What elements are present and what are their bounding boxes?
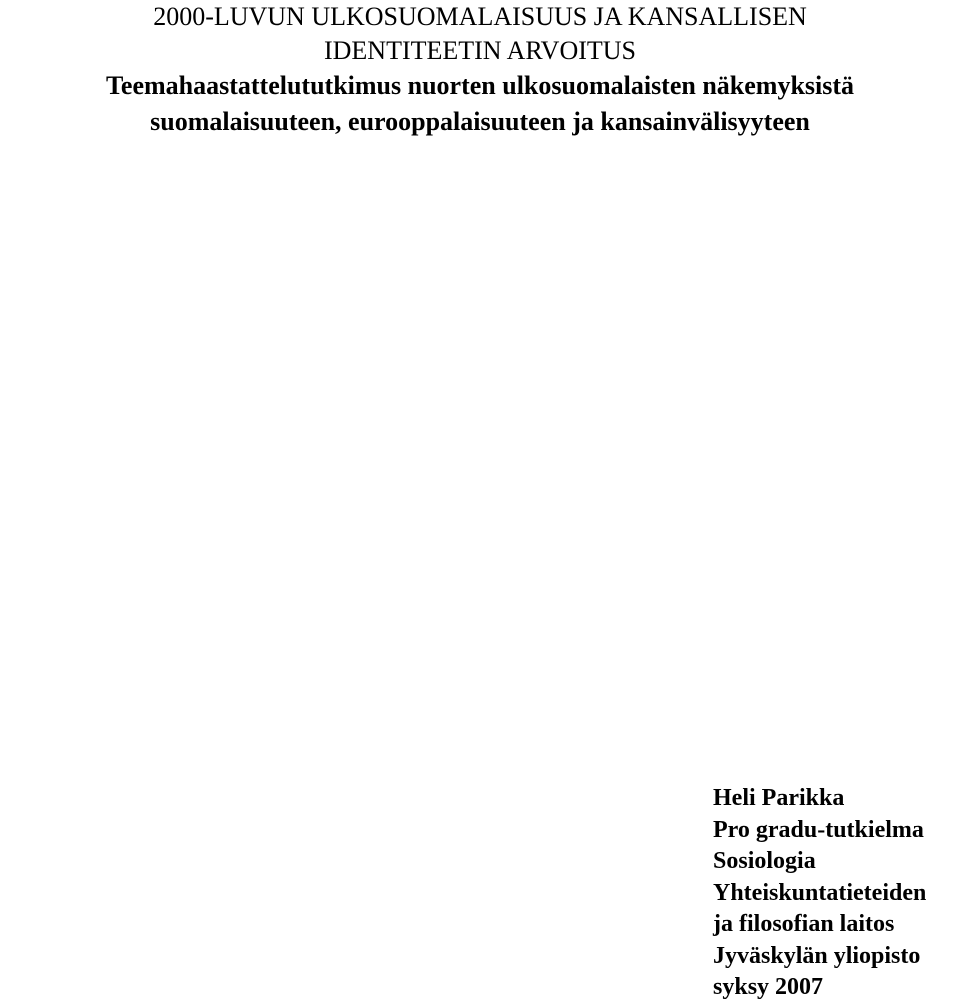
subtitle-line-2: suomalaisuuteen, eurooppalaisuuteen ja kansainvälisyyteen <box>150 107 810 136</box>
department-line-2: ja filosofian laitos <box>713 911 895 937</box>
department-line-1: Yhteiskuntatieteiden <box>713 879 927 906</box>
date: syksy 2007 <box>713 974 824 1000</box>
thesis-type: Pro gradu-tutkielma <box>713 816 924 843</box>
subject: Sosiologia <box>713 848 816 874</box>
main-title-line-1: 2000-LUVUN ULKOSUOMALAISUUS JA KANSALLISEN <box>153 2 807 31</box>
author-name: Heli Parikka <box>713 785 845 811</box>
university: Jyväskylän yliopisto <box>713 942 921 969</box>
subtitle-line-1: Teemahaastattelututkimus nuorten ulkosuomalaisten näkemyksistä <box>105 71 855 100</box>
main-title-line-2: IDENTITEETIN ARVOITUS <box>323 36 637 65</box>
title-block <box>0 0 960 140</box>
thesis-info-block <box>713 783 960 1004</box>
